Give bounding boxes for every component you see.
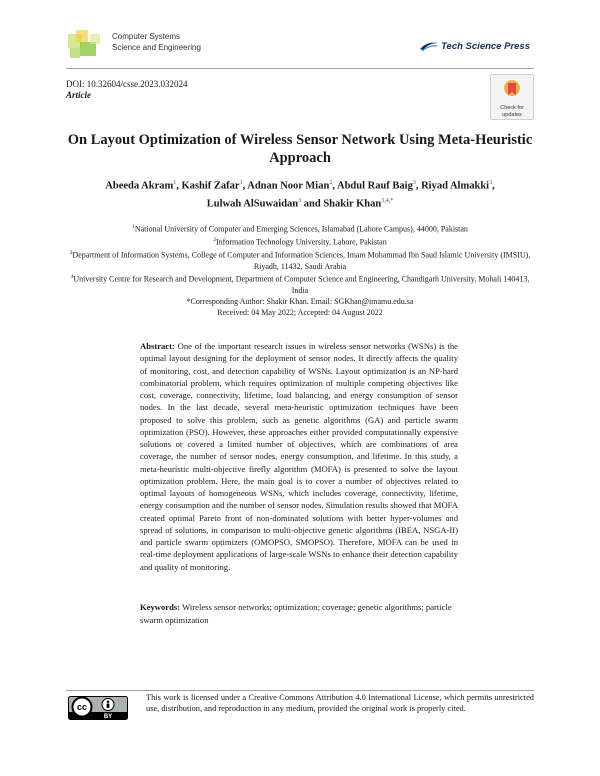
license-text: This work is licensed under a Creative Commons Attribution 4.0 International License, which permits unrestricted use, distribution, and reproduction in any medium, provided the original work is properly cited.	[146, 693, 534, 714]
author-name: Abeeda Akram	[105, 180, 174, 192]
affiliation-number: 3	[69, 249, 73, 256]
cc-by-license-icon[interactable]	[68, 696, 128, 720]
author-name: Adnan Noor Mian	[247, 180, 330, 192]
author-name: Lulwah AlSuwaidan	[206, 198, 299, 209]
header-divider	[66, 68, 534, 69]
journal-name-line1: Computer Systems	[112, 32, 181, 41]
footer-divider	[66, 690, 534, 691]
received-accepted-dates: Received: 04 May 2022; Accepted: 04 August 2022	[217, 308, 383, 318]
author-list	[66, 176, 534, 211]
affiliations	[66, 222, 534, 318]
keywords-label: Keywords:	[140, 602, 181, 612]
affiliation-text: National University of Computer and Emerging Sciences, Islamabad (Lahore Campus), 44000, Pakistan	[134, 224, 468, 234]
affiliation-number: 1	[132, 224, 135, 230]
article-type-label: Article	[66, 90, 91, 100]
check-updates-line2: updates	[502, 112, 522, 118]
publisher-swoosh-icon	[419, 40, 439, 52]
affiliation-text: Department of Information Systems, College of Computer and Information Sciences, Imam Mohammad Ibn Saud Islamic University (IMSIU), Riyadh, 11432, Saudi Arabia	[72, 250, 531, 271]
check-for-updates-badge[interactable]	[490, 74, 534, 120]
affiliation-1	[66, 222, 534, 235]
author-affiliation-mark[interactable]: 1	[173, 180, 177, 186]
publisher-logo	[419, 40, 530, 52]
publisher-name: Tech Science Press	[441, 40, 530, 52]
abstract-label: Abstract:	[140, 341, 175, 351]
keywords-text: Wireless sensor networks; optimization; coverage; genetic algorithms; particle swarm optimization	[140, 602, 452, 625]
keywords	[140, 601, 458, 626]
by-text: BY	[103, 714, 113, 720]
affiliation-4	[66, 272, 534, 296]
abstract-text: One of the important research issues in wireless sensor networks (WSNs) is the optimal layout designing for the deployment of sensor nodes. It directly affects the quality of monitoring, cost, and detection capability of WSNs. Layout optimization is an NP-hard combinatorial problem, which requires optimization of multiple competing objectives like cost, coverage, connectivity, lifetime, load balancing, and energy consumption of sensor nodes. In the last decade, several meta-heuristic optimization techniques have been proposed to solve this problem, such as genetic algorithms (GA) and particle swarm optimization (PSO). However, these approaches either provided computationally expensive solutions or covered a limited number of objectives, which are combinations of area coverage, the number of sensor nodes, energy consumption, and lifetime. In this study, a meta-heuristic multi-objective firefly algorithm (MOFA) is presented to solve the layout optimization problem. Here, the main goal is to cover a number of objectives related to optimal layouts of homogeneous WSNs, which includes coverage, connectivity, lifetime, energy consumption and the number of sensor nodes. Simulation results showed that MOFA created optimal Pareto front of non-dominated solutions with better hyper-volumes and spread of solutions, in comparison to multi-objective genetic algorithms (IBEA, NSGA-II) and particle swarm optimizers (OMOPSO, SMOPSO). Therefore, MOFA can be used in real-time deployment applications of large-scale WSNs to enhance their detection capability and quality of monitoring.	[140, 341, 458, 572]
author-affiliation-mark[interactable]: 3	[298, 197, 302, 204]
doi-link[interactable]: DOI: 10.32604/csse.2023.032024	[66, 79, 188, 89]
cc-text: cc	[76, 702, 88, 713]
author-affiliation-mark[interactable]: 3	[489, 180, 493, 186]
author-line-2: Lulwah AlSuwaidan$^3$ and Shakir Khan$^{3,4,*}$	[206, 197, 394, 209]
author-name: Kashif Zafar	[181, 180, 240, 192]
affiliation-3	[66, 248, 534, 272]
author-affiliation-mark[interactable]: 1	[239, 180, 243, 186]
paper-title: On Layout Optimization of Wireless Sensor Network Using Meta-Heuristic Approach	[67, 132, 533, 166]
affiliation-text: University Centre for Research and Development, Department of Computer Science and Engineering, Chandigarh University, Mohali 140413, India	[73, 274, 530, 295]
abstract	[140, 340, 458, 573]
affiliation-text: Information Technology University, Lahore, Pakistan	[216, 237, 387, 247]
journal-name-line2: Science and Engineering	[112, 43, 201, 52]
corresponding-author: *Corresponding Author: Shakir Khan. Email: SGKhan@imamu.edu.sa	[186, 296, 414, 306]
author-affiliation-mark[interactable]: 2	[329, 180, 333, 186]
author-name: Abdul Rauf Baig	[336, 180, 413, 192]
author-name: Riyad Almakki	[421, 180, 490, 192]
author-affiliation-mark[interactable]: 3,4,*	[381, 197, 394, 204]
journal-name	[112, 31, 201, 53]
author-affiliation-mark[interactable]: 3	[412, 180, 416, 186]
check-updates-line1: Check for	[500, 105, 524, 111]
author-line-1: Abeeda Akram$^1$, Kashif Zafar$^1$, Adnan Noor Mian$^2$, Abdul Rauf Baig$^3$, Riyad Almakki$^3$,	[105, 180, 495, 192]
affiliation-number: 2	[213, 236, 216, 243]
affiliation-2	[66, 235, 534, 248]
author-name: Shakir Khan	[323, 198, 382, 209]
affiliation-number: 4	[70, 273, 74, 280]
bookmark-icon	[503, 79, 521, 99]
journal-logo-icon	[66, 28, 108, 62]
